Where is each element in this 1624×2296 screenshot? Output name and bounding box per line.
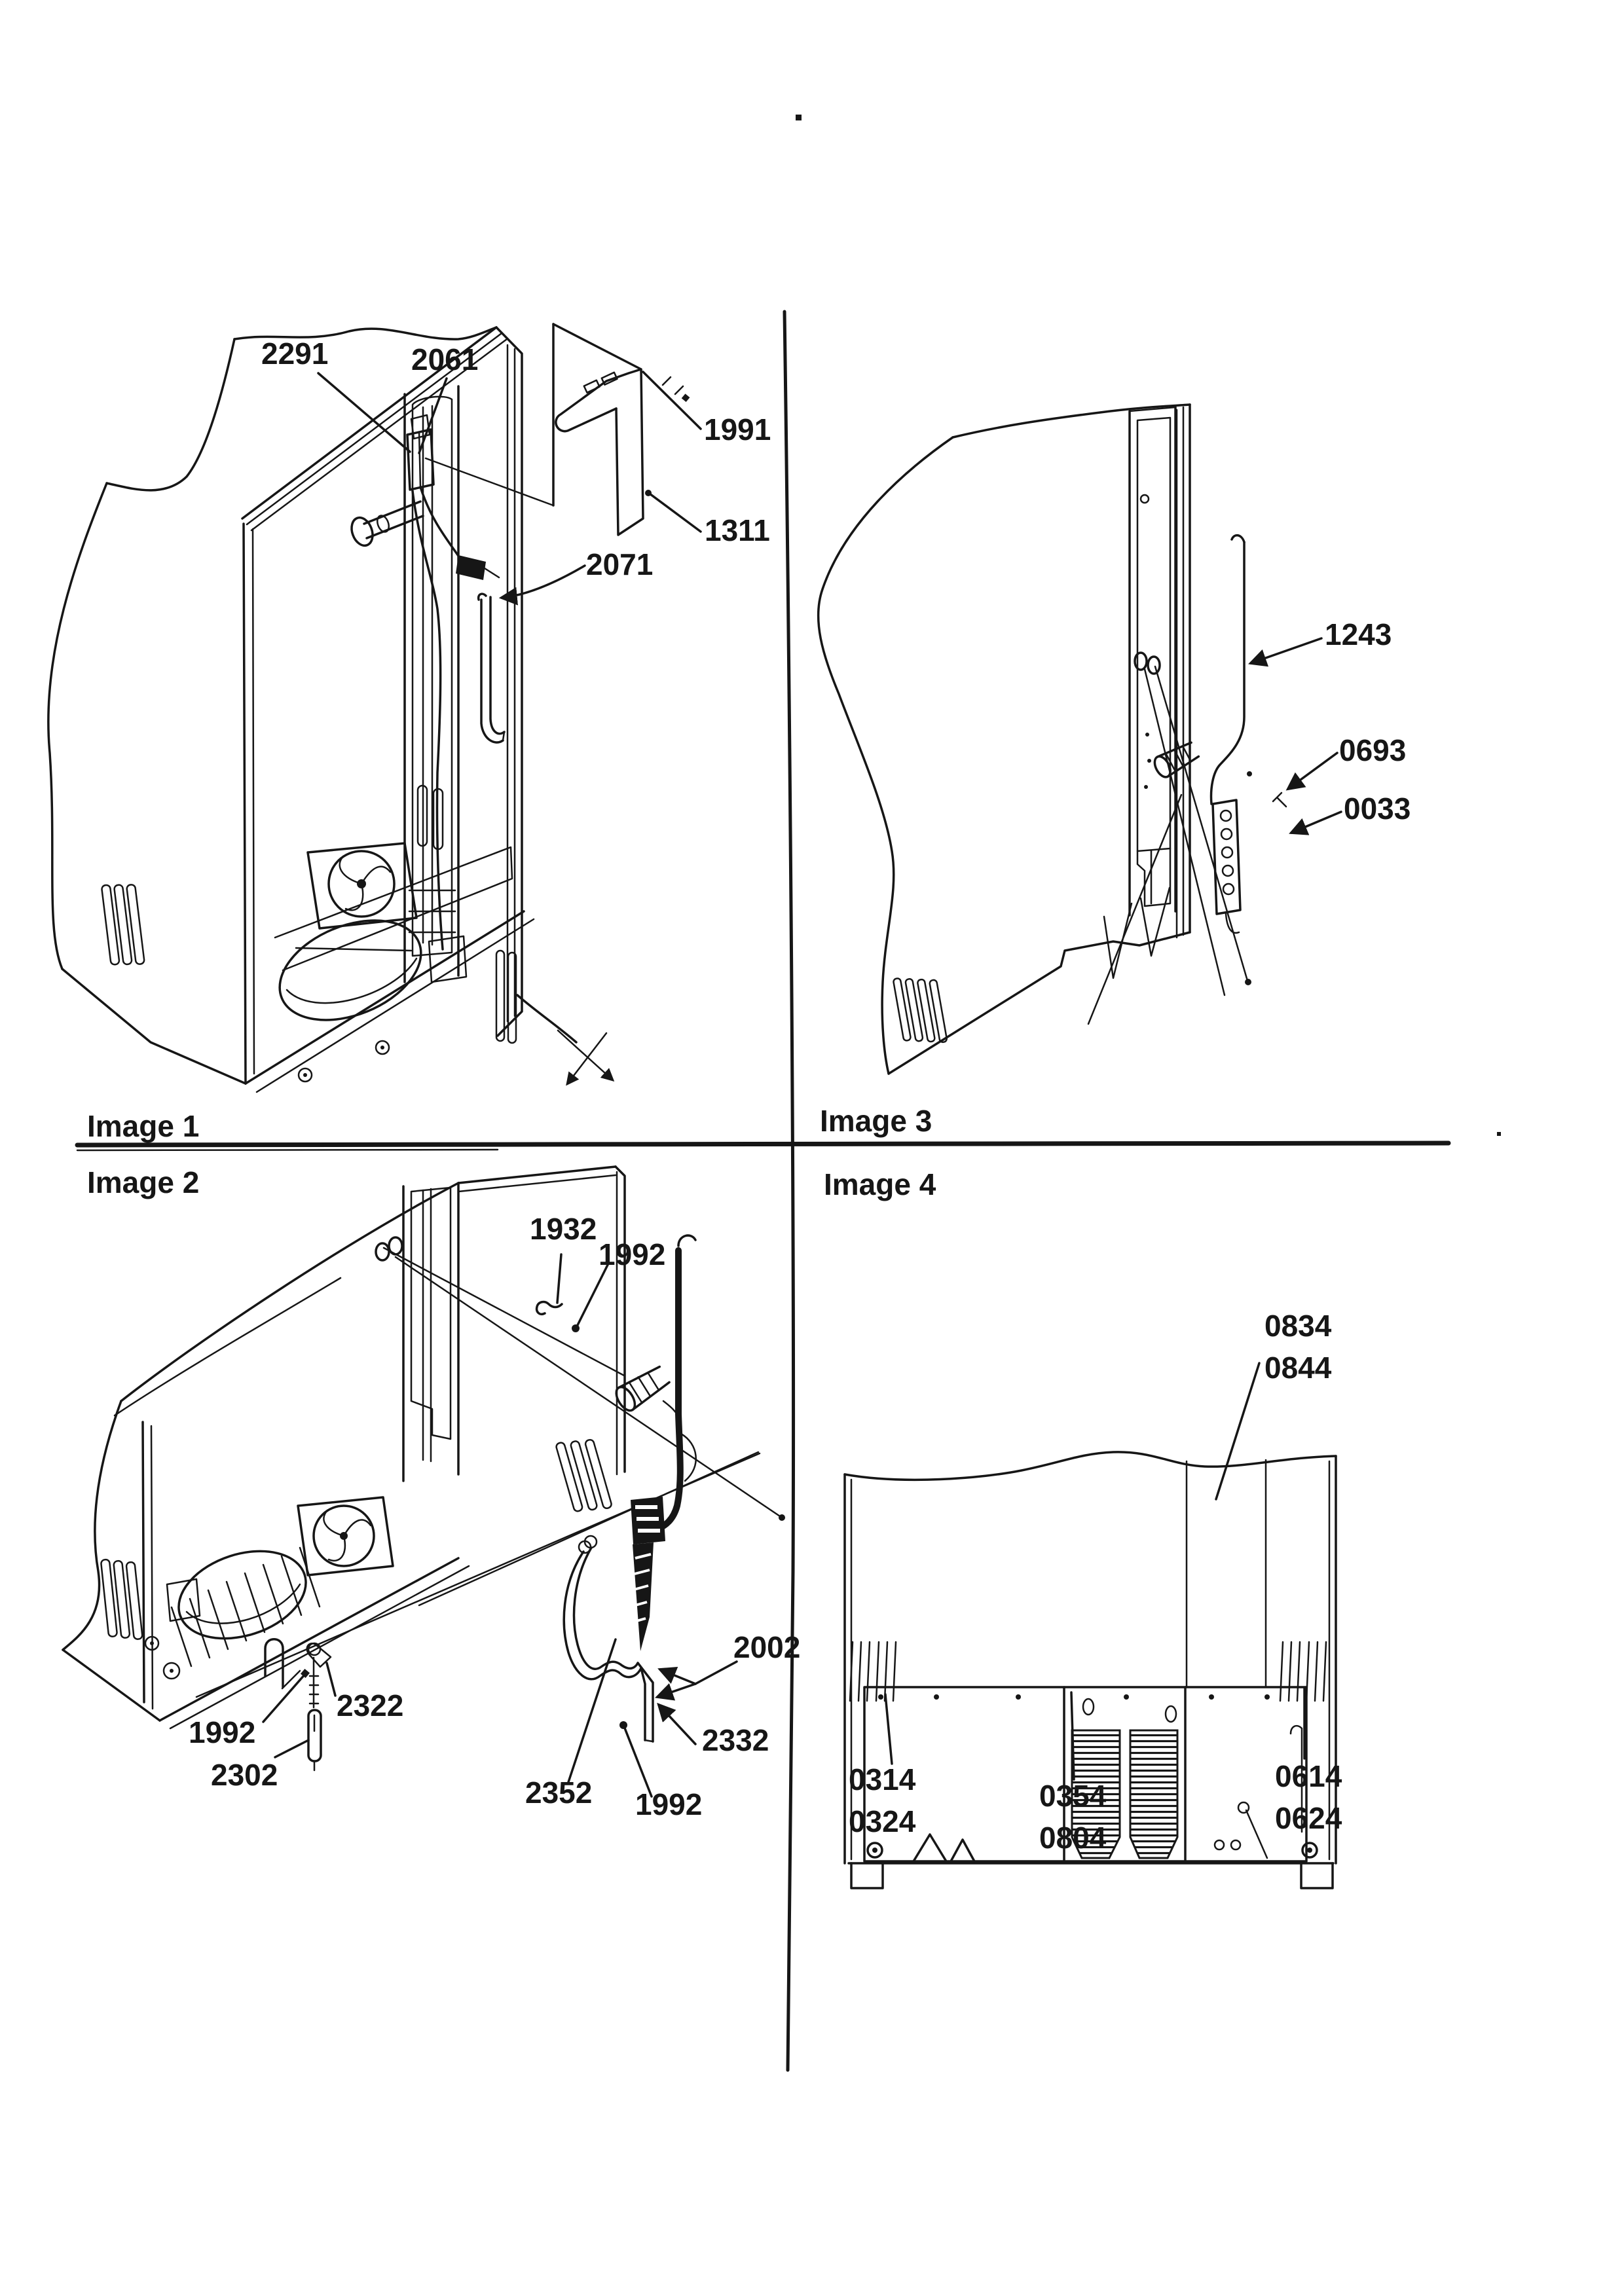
callout-2302: 2302 bbox=[211, 1758, 278, 1792]
leader-lines-image3 bbox=[1251, 638, 1341, 833]
image1-drawing bbox=[48, 324, 771, 1143]
leader-1992-top bbox=[576, 1265, 608, 1328]
callout-0324: 0324 bbox=[849, 1804, 916, 1838]
callout-2291: 2291 bbox=[261, 337, 329, 371]
leveling-foot bbox=[851, 1863, 883, 1888]
water-tube-assembly bbox=[384, 1235, 785, 1651]
callout-1992-left: 1992 bbox=[189, 1715, 256, 1749]
callout-1311: 1311 bbox=[705, 513, 770, 547]
callout-2352: 2352 bbox=[525, 1776, 593, 1810]
callout-0834: 0834 bbox=[1264, 1309, 1332, 1343]
leader-2352 bbox=[568, 1639, 616, 1782]
cabinet-outline bbox=[819, 405, 1190, 1074]
callout-2061: 2061 bbox=[411, 342, 479, 376]
vent-grille bbox=[1130, 1730, 1177, 1858]
heater-tube bbox=[413, 491, 443, 949]
small-parts bbox=[265, 1302, 562, 1770]
leader-2002 bbox=[695, 1662, 737, 1684]
leader-2332 bbox=[659, 1705, 695, 1744]
vent-slots bbox=[850, 1642, 1326, 1701]
leader-0693 bbox=[1288, 753, 1337, 789]
leader-0314 bbox=[885, 1694, 892, 1764]
wiring-harness bbox=[420, 487, 462, 562]
callout-1992-top: 1992 bbox=[599, 1237, 666, 1271]
callout-1243: 1243 bbox=[1325, 617, 1392, 651]
callout-1992-bottom: 1992 bbox=[635, 1787, 703, 1821]
image2-drawing bbox=[63, 1165, 800, 1821]
divider-horizontal bbox=[77, 1143, 1449, 1145]
callout-0804: 0804 bbox=[1039, 1821, 1107, 1855]
leader-2302 bbox=[275, 1740, 308, 1757]
support-fins bbox=[1104, 888, 1170, 978]
callout-1991: 1991 bbox=[704, 412, 771, 446]
vent-slots bbox=[555, 1434, 612, 1517]
leader-1311 bbox=[650, 494, 701, 532]
callout-0693: 0693 bbox=[1339, 733, 1407, 767]
callout-0033: 0033 bbox=[1344, 792, 1411, 826]
callout-0624: 0624 bbox=[1275, 1801, 1342, 1835]
leader-1992-left bbox=[263, 1674, 305, 1722]
vent-slots bbox=[101, 1557, 143, 1643]
callout-2002: 2002 bbox=[733, 1630, 801, 1664]
quadrant-dividers bbox=[77, 312, 1449, 2070]
callout-0354: 0354 bbox=[1039, 1779, 1107, 1813]
leader-2322 bbox=[327, 1663, 335, 1696]
leader-1991 bbox=[643, 372, 701, 429]
drain-tube-1243 bbox=[1151, 536, 1286, 933]
back-channel bbox=[1130, 407, 1175, 915]
divider-vertical bbox=[784, 312, 794, 2070]
tube-hole bbox=[376, 1243, 389, 1260]
screw-0693 bbox=[1273, 793, 1286, 807]
caption-image3: Image 3 bbox=[820, 1104, 932, 1138]
callout-2322: 2322 bbox=[337, 1688, 404, 1722]
cabinet-outline bbox=[63, 1167, 625, 1721]
leveling-foot bbox=[1301, 1863, 1333, 1888]
callout-2071: 2071 bbox=[586, 547, 654, 581]
back-channel bbox=[376, 1183, 458, 1481]
base-rails bbox=[246, 911, 524, 1084]
filter-drier-2302 bbox=[308, 1658, 321, 1770]
connector-block bbox=[456, 555, 486, 580]
s-clip-1932 bbox=[537, 1302, 562, 1315]
grommet bbox=[612, 1363, 671, 1413]
leader-1932 bbox=[557, 1254, 561, 1303]
callout-0314: 0314 bbox=[849, 1762, 916, 1796]
caption-image4: Image 4 bbox=[824, 1167, 936, 1201]
callout-0614: 0614 bbox=[1275, 1759, 1342, 1793]
leader-1243 bbox=[1251, 638, 1321, 663]
water-tube bbox=[678, 1235, 695, 1246]
vent-slots bbox=[893, 972, 948, 1049]
leader-lines-image4 bbox=[885, 1363, 1304, 1779]
image4-drawing bbox=[824, 1167, 1342, 1888]
leader-0834-0844 bbox=[1216, 1363, 1259, 1499]
refrigerant-tube-2071 bbox=[479, 594, 504, 742]
caption-image2: Image 2 bbox=[87, 1165, 200, 1199]
cover-bracket-1311 bbox=[553, 324, 643, 535]
machine-compartment bbox=[246, 843, 613, 1092]
speck-dot bbox=[1497, 1132, 1501, 1136]
tube-hole bbox=[1135, 653, 1147, 670]
drain-tube bbox=[517, 995, 576, 1042]
image3-drawing bbox=[819, 405, 1411, 1138]
callout-0844: 0844 bbox=[1264, 1351, 1332, 1385]
callout-1932: 1932 bbox=[530, 1212, 597, 1246]
speck-dot bbox=[796, 115, 802, 120]
leader-0033 bbox=[1291, 812, 1341, 833]
leader-1992-bottom bbox=[624, 1726, 652, 1796]
tube-hole bbox=[1148, 657, 1160, 674]
machine-compartment bbox=[145, 1452, 760, 1728]
caption-image1: Image 1 bbox=[87, 1109, 200, 1143]
callout-2332: 2332 bbox=[702, 1723, 769, 1757]
